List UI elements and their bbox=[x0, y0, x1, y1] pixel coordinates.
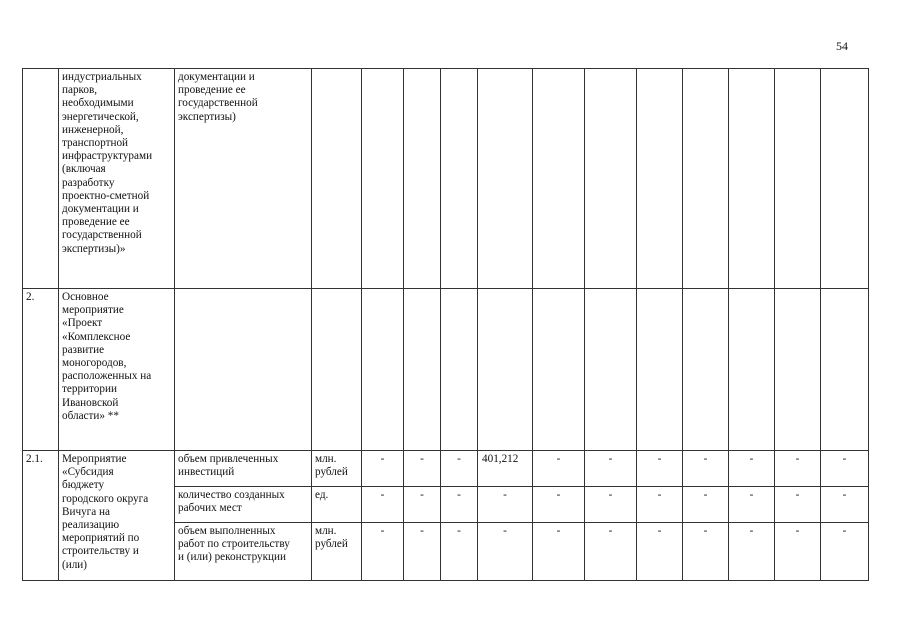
cell-value bbox=[821, 69, 869, 289]
cell-value bbox=[637, 289, 683, 451]
cell-value: - bbox=[775, 523, 821, 581]
cell-indicator bbox=[175, 69, 312, 289]
unit-text: млн. рублей bbox=[315, 525, 348, 551]
indicator-text: объем привлеченных инвестиций bbox=[178, 453, 279, 479]
cell-number bbox=[23, 69, 59, 289]
cell-unit bbox=[312, 523, 362, 581]
cell-value: - bbox=[441, 451, 478, 487]
cell-value bbox=[729, 69, 775, 289]
cell-value: - bbox=[441, 523, 478, 581]
cell-value: - bbox=[821, 487, 869, 523]
cell-value: - bbox=[585, 487, 637, 523]
cell-value: - bbox=[683, 523, 729, 581]
cell-value: - bbox=[821, 451, 869, 487]
cell-value: - bbox=[478, 523, 533, 581]
cell-value: 401,212 bbox=[478, 451, 533, 487]
cell-value: - bbox=[637, 487, 683, 523]
cell-unit bbox=[312, 451, 362, 487]
cell-value: - bbox=[533, 451, 585, 487]
row-number: 2.1. bbox=[26, 453, 43, 465]
cell-number bbox=[23, 289, 59, 451]
cell-name bbox=[59, 451, 175, 581]
cell-value bbox=[441, 69, 478, 289]
cell-unit bbox=[312, 487, 362, 523]
cell-value bbox=[585, 289, 637, 451]
cell-value: - bbox=[729, 487, 775, 523]
table-row-continuation bbox=[23, 69, 869, 289]
cell-value: - bbox=[441, 487, 478, 523]
cell-value: - bbox=[683, 487, 729, 523]
indicator-text: объем выполненных работ по строительству и (или) реконструкции bbox=[178, 525, 290, 564]
unit-text: млн. рублей bbox=[315, 453, 348, 479]
cell-value bbox=[441, 289, 478, 451]
table-row-2-1-indicator-1 bbox=[23, 451, 869, 487]
cell-value: - bbox=[362, 487, 404, 523]
cell-number bbox=[23, 451, 59, 581]
cell-value: - bbox=[729, 523, 775, 581]
cell-value: - bbox=[821, 523, 869, 581]
cell-value: - bbox=[585, 451, 637, 487]
cell-value bbox=[585, 69, 637, 289]
cell-value bbox=[533, 69, 585, 289]
indicator-text: документации и проведение ее государственной экспертизы) bbox=[178, 71, 258, 123]
cell-value: - bbox=[637, 523, 683, 581]
cell-value: - bbox=[729, 451, 775, 487]
cell-unit bbox=[312, 289, 362, 451]
cell-value bbox=[637, 69, 683, 289]
cell-value bbox=[533, 289, 585, 451]
cell-value bbox=[478, 69, 533, 289]
cell-indicator bbox=[175, 451, 312, 487]
cell-value: - bbox=[637, 451, 683, 487]
row-name-text: Мероприятие «Субсидия бюджету городского округа Вичуга на реализацию мероприятий по строительству и (или) bbox=[62, 453, 149, 571]
program-indicators-table bbox=[22, 68, 869, 581]
cell-value bbox=[362, 69, 404, 289]
cell-value bbox=[404, 289, 441, 451]
cell-value bbox=[821, 289, 869, 451]
cell-indicator bbox=[175, 523, 312, 581]
cell-value: - bbox=[404, 487, 441, 523]
cell-value: - bbox=[775, 487, 821, 523]
row-name-text: Основное мероприятие «Проект «Комплексное развитие моногородов, расположенных на территории Ивановской области» ** bbox=[62, 291, 152, 422]
cell-value: - bbox=[404, 523, 441, 581]
cell-value bbox=[729, 289, 775, 451]
cell-value: - bbox=[478, 487, 533, 523]
cell-indicator bbox=[175, 487, 312, 523]
unit-text: ед. bbox=[315, 489, 329, 501]
cell-value: - bbox=[362, 523, 404, 581]
cell-value bbox=[775, 69, 821, 289]
cell-indicator bbox=[175, 289, 312, 451]
table-row-2 bbox=[23, 289, 869, 451]
cell-name bbox=[59, 69, 175, 289]
cell-value bbox=[362, 289, 404, 451]
cell-value: - bbox=[404, 451, 441, 487]
cell-value bbox=[683, 289, 729, 451]
cell-unit bbox=[312, 69, 362, 289]
cell-value: - bbox=[775, 451, 821, 487]
row-name-text: индустриальных парков, необходимыми энергетической, инженерной, транспортной инфраструктурами (включая разработку проектно-сметной документации и проведение ее государственной экспертизы)» bbox=[62, 71, 153, 255]
cell-value: - bbox=[585, 523, 637, 581]
cell-value bbox=[775, 289, 821, 451]
page-number: 54 bbox=[836, 39, 848, 53]
cell-value bbox=[683, 69, 729, 289]
row-number: 2. bbox=[26, 291, 35, 303]
cell-value: - bbox=[683, 451, 729, 487]
cell-value bbox=[478, 289, 533, 451]
cell-name bbox=[59, 289, 175, 451]
cell-value: - bbox=[533, 523, 585, 581]
indicator-text: количество созданных рабочих мест bbox=[178, 489, 285, 515]
cell-value bbox=[404, 69, 441, 289]
cell-value: - bbox=[533, 487, 585, 523]
cell-value: - bbox=[362, 451, 404, 487]
